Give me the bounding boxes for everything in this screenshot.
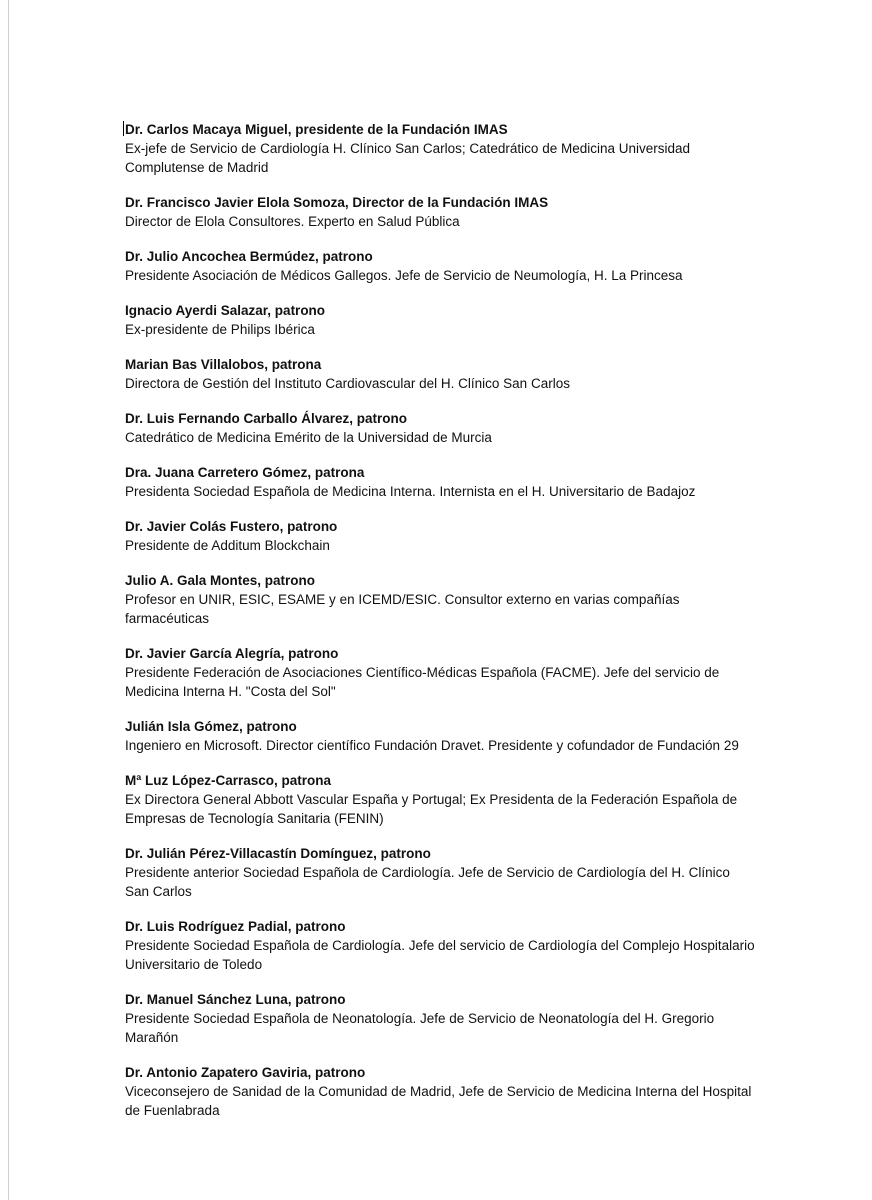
member-description: Viceconsejero de Sanidad de la Comunidad de Madrid, Jefe de Servicio de Medicina Interna del Hospital de Fuenlabrada bbox=[125, 1084, 752, 1118]
member-description: Ex-jefe de Servicio de Cardiología H. Clínico San Carlos; Catedrático de Medicina Universidad Complutense de Madrid bbox=[125, 141, 691, 175]
member-entry bbox=[125, 645, 755, 701]
member-entry bbox=[125, 918, 755, 974]
member-entry bbox=[125, 121, 755, 177]
member-name: Dr. Javier García Alegría, patrono bbox=[125, 646, 339, 661]
member-name: Julio A. Gala Montes, patrono bbox=[125, 573, 316, 588]
member-entry bbox=[125, 772, 755, 828]
member-name: Dr. Luis Fernando Carballo Álvarez, patrono bbox=[125, 411, 408, 426]
member-name: Dr. Julián Pérez-Villacastín Domínguez, patrono bbox=[125, 846, 431, 861]
member-entry bbox=[125, 991, 755, 1047]
member-name: Dr. Manuel Sánchez Luna, patrono bbox=[125, 992, 346, 1007]
member-name: Dr. Julio Ancochea Bermúdez, patrono bbox=[125, 249, 373, 264]
member-entry bbox=[125, 464, 755, 501]
member-description: Presidente Federación de Asociaciones Científico-Médicas Española (FACME). Jefe del servicio de Medicina Interna H. "Costa del Sol" bbox=[125, 665, 720, 699]
page-edge-line bbox=[8, 0, 9, 1200]
member-name: Marian Bas Villalobos, patrona bbox=[125, 357, 322, 372]
member-name: Dra. Juana Carretero Gómez, patrona bbox=[125, 465, 365, 480]
member-name: Mª Luz López-Carrasco, patrona bbox=[125, 773, 332, 788]
member-description: Presidente anterior Sociedad Española de Cardiología. Jefe de Servicio de Cardiología del H. Clínico San Carlos bbox=[125, 865, 730, 899]
member-description: Presidenta Sociedad Española de Medicina Interna. Internista en el H. Universitario de Badajoz bbox=[125, 484, 696, 499]
member-description: Presidente de Additum Blockchain bbox=[125, 538, 330, 553]
member-description: Catedrático de Medicina Emérito de la Universidad de Murcia bbox=[125, 430, 492, 445]
member-entry bbox=[125, 572, 755, 628]
member-description: Ex-presidente de Philips Ibérica bbox=[125, 322, 315, 337]
member-entry bbox=[125, 410, 755, 447]
member-description: Presidente Sociedad Española de Neonatología. Jefe de Servicio de Neonatología del H. Gregorio Marañón bbox=[125, 1011, 715, 1045]
member-description: Director de Elola Consultores. Experto en Salud Pública bbox=[125, 214, 460, 229]
member-entry bbox=[125, 845, 755, 901]
member-name: Dr. Francisco Javier Elola Somoza, Director de la Fundación IMAS bbox=[125, 195, 549, 210]
member-name: Julián Isla Gómez, patrono bbox=[125, 719, 297, 734]
member-name: Dr. Javier Colás Fustero, patrono bbox=[125, 519, 338, 534]
member-entry bbox=[125, 356, 755, 393]
member-description: Directora de Gestión del Instituto Cardiovascular del H. Clínico San Carlos bbox=[125, 376, 570, 391]
member-name: Dr. Antonio Zapatero Gaviria, patrono bbox=[125, 1065, 366, 1080]
member-description: Presidente Asociación de Médicos Gallegos. Jefe de Servicio de Neumología, H. La Princesa bbox=[125, 268, 683, 283]
member-name: Dr. Luis Rodríguez Padial, patrono bbox=[125, 919, 346, 934]
member-entry bbox=[125, 248, 755, 285]
document-body[interactable] bbox=[125, 121, 755, 1137]
member-entry bbox=[125, 302, 755, 339]
member-description: Ex Directora General Abbott Vascular España y Portugal; Ex Presidenta de la Federación Española de Empresas de Tecnología Sanitaria (FENIN) bbox=[125, 792, 738, 826]
text-cursor bbox=[123, 121, 124, 136]
member-name: Ignacio Ayerdi Salazar, patrono bbox=[125, 303, 326, 318]
member-entry bbox=[125, 1064, 755, 1120]
member-entry bbox=[125, 718, 755, 755]
member-description: Profesor en UNIR, ESIC, ESAME y en ICEMD/ESIC. Consultor externo en varias compañías farmacéuticas bbox=[125, 592, 680, 626]
member-description: Ingeniero en Microsoft. Director científico Fundación Dravet. Presidente y cofundador de Fundación 29 bbox=[125, 738, 739, 753]
member-name: Dr. Carlos Macaya Miguel, presidente de la Fundación IMAS bbox=[125, 122, 508, 137]
member-description: Presidente Sociedad Española de Cardiología. Jefe del servicio de Cardiología del Complejo Hospitalario Universitario de Toledo bbox=[125, 938, 755, 972]
member-entry bbox=[125, 194, 755, 231]
member-entry bbox=[125, 518, 755, 555]
